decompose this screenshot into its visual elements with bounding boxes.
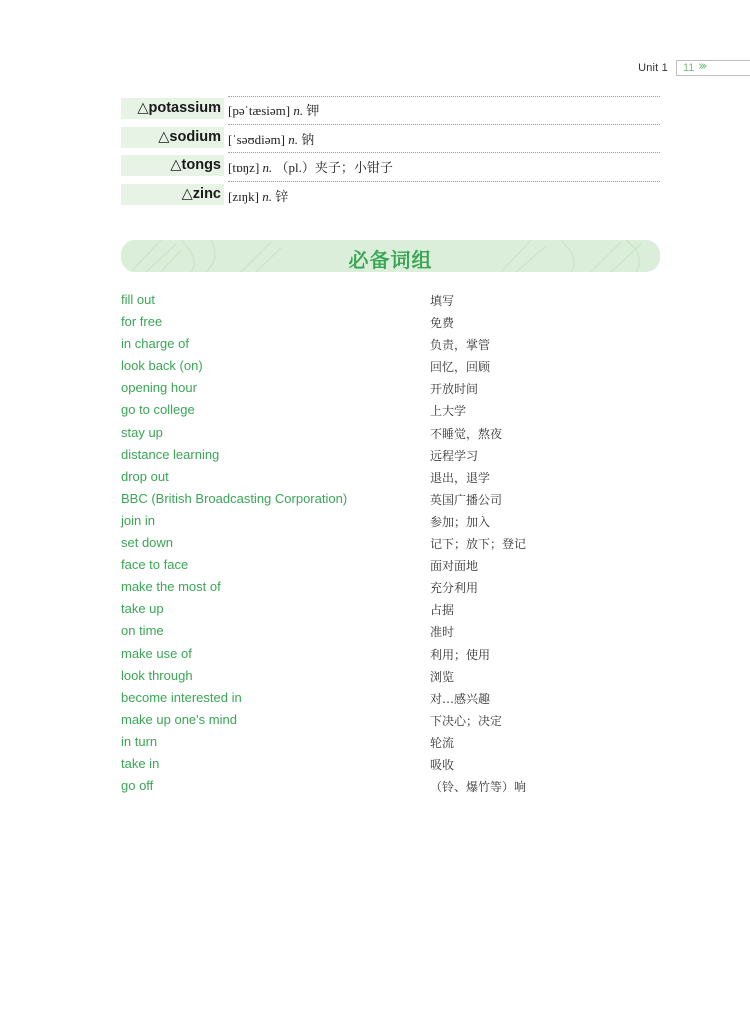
phrase-en: in turn [121,733,158,749]
list-item [121,312,661,334]
section-title: 必备词组 [348,248,433,272]
part-of-speech: n. [262,188,272,204]
phrase-zh: 填写 [430,294,455,308]
list-item [121,467,661,489]
phrase-en: make use of [121,645,192,661]
phrase-zh: 退出，退学 [430,470,491,485]
phrase-en: drop out [121,468,169,484]
phonetic: [tɒŋz] [228,160,260,175]
phrase-en: look back (on) [121,358,203,374]
meaning: 钾 [306,103,320,118]
list-item [121,356,661,378]
vocab-entry [121,182,660,211]
phrase-en: set down [121,535,174,551]
list-item [121,776,661,798]
meaning: （pl.）夹子；小钳子 [275,160,393,175]
phrase-en: make the most of [121,579,221,595]
part-of-speech: n. [262,160,273,175]
part-of-speech: n. [288,131,298,147]
phrase-zh: 参加；加入 [430,514,491,529]
phrase-zh: 准时 [430,625,455,640]
list-item [121,511,661,533]
phrase-en: face to face [121,557,189,573]
list-item [121,666,661,688]
phonetic: [pəˈtæsiəm] [228,103,291,118]
vocab-entry [121,125,660,154]
meaning: 锌 [275,188,289,204]
phrase-en: join in [121,512,155,528]
phrase-zh: 利用；使用 [430,647,491,662]
phrase-zh: 上大学 [430,404,467,419]
phrase-en: go to college [121,402,195,418]
vocab-word: △sodium [121,127,224,148]
vocab-definition [228,186,288,205]
phonetic: [ˈsəʊdiəm] [228,131,285,147]
phrase-en: go off [121,778,154,794]
phrase-en: fill out [121,292,155,307]
phrase-zh: 回忆，回顾 [430,360,491,375]
list-item [121,644,661,666]
meaning: 钠 [301,131,315,147]
vocab-definition [228,100,319,119]
phrase-zh: 不睡觉，熬夜 [430,426,503,441]
part-of-speech: n. [293,103,304,118]
phrase-en: opening hour [121,380,197,396]
list-item [121,710,661,732]
list-item [121,732,661,754]
list-item [121,533,661,555]
vocab-word: △potassium [121,98,224,119]
unit-label: Unit 1 [638,62,668,74]
phonetic: [zɪŋk] [228,188,259,204]
list-item [121,688,661,710]
list-item [121,489,661,511]
phrase-en: BBC (British Broadcasting Corporation) [121,490,348,506]
phrase-zh: 对…感兴趣 [430,691,491,706]
list-item [121,599,661,621]
list-item [121,423,661,445]
phrase-zh: 免费 [430,316,455,331]
page-header [0,58,750,78]
phrase-zh: 充分利用 [430,581,479,596]
list-item [121,577,661,599]
phrase-zh: 占据 [430,603,455,618]
phrase-zh: 记下；放下；登记 [430,537,527,552]
phrase-zh: 远程学习 [430,448,479,463]
phrase-zh: （铃、爆竹等）响 [430,780,527,795]
phrase-en: in charge of [121,336,189,352]
list-item [121,754,661,776]
phrase-zh: 下决心；决定 [430,713,503,728]
phrase-en: stay up [121,424,163,440]
phrase-en: take up [121,601,164,617]
phrase-list [121,290,661,798]
phrase-zh: 吸收 [430,757,455,772]
phrase-en: distance learning [121,446,220,462]
chevron-right-icon: ››› [698,59,705,74]
list-item [121,621,661,643]
vocab-word: △zinc [121,184,224,205]
list-item [121,445,661,467]
vocab-word: △tongs [121,155,224,176]
vocab-definition [228,129,314,148]
list-item [121,290,661,312]
list-item [121,400,661,422]
phrase-en: become interested in [121,689,242,705]
phrase-zh: 负责，掌管 [430,338,491,353]
vocab-entry [121,153,660,182]
page-number: 11 [683,62,695,74]
phrase-zh: 浏览 [430,669,455,684]
vocab-entry [121,96,660,125]
list-item [121,378,661,400]
phrase-zh: 英国广播公司 [430,492,503,507]
phrase-en: make up one's mind [121,711,237,727]
section-banner [121,240,660,272]
phrase-zh: 开放时间 [430,382,479,397]
phrase-zh: 面对面地 [430,559,479,574]
list-item [121,555,661,577]
phrase-en: on time [121,623,164,639]
phrase-en: for free [121,314,163,330]
phrase-en: look through [121,667,193,683]
vocab-definition [228,157,393,176]
phrase-en: take in [121,755,160,771]
list-item [121,334,661,356]
phrase-zh: 轮流 [430,735,455,750]
vocabulary-list [121,96,660,210]
